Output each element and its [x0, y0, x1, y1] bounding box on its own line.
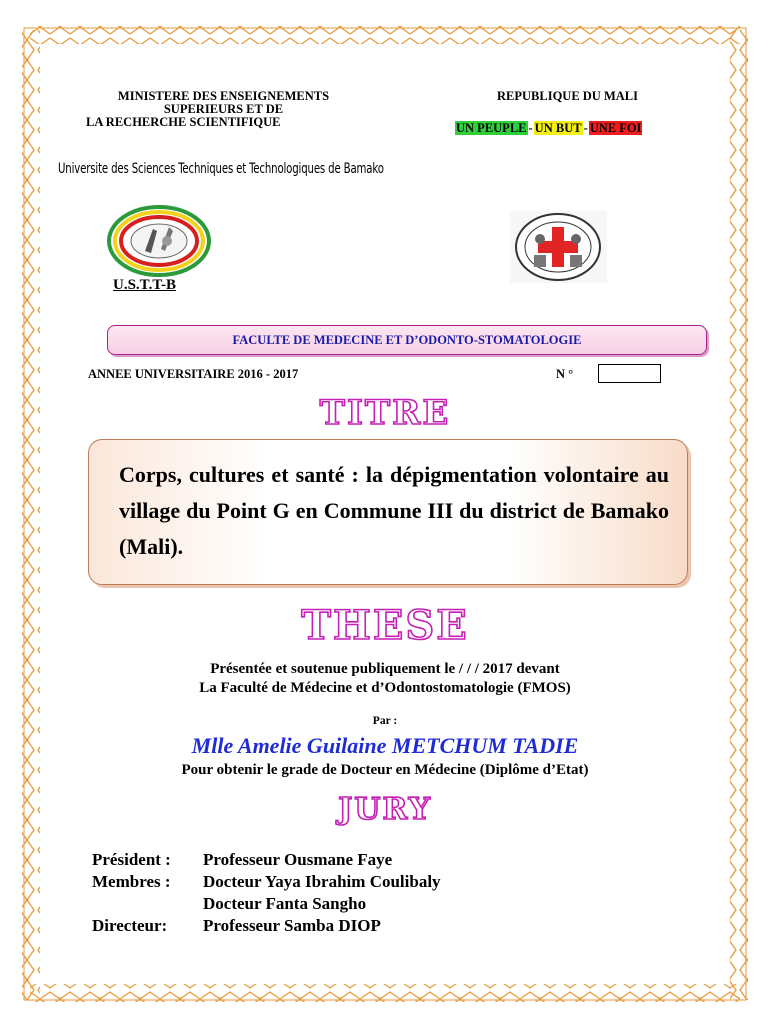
motto-separator: - [583, 121, 588, 135]
thesis-title: Corps, cultures et santé : la dépigmentation volontaire au village du Point G en Commune III du district de Bamako (Mali). [119, 462, 669, 559]
motto-separator: - [528, 121, 533, 135]
faculty-line: La Faculté de Médecine et d’Odontostomatologie (FMOS) [199, 680, 571, 696]
author-name: Mlle Amelie Guilaine METCHUM TADIE [191, 733, 579, 758]
jury-row [92, 915, 612, 937]
usttb-label: U.S.T.T-B [113, 277, 176, 293]
jury-role: Directeur: [92, 916, 168, 935]
jury-member: Docteur Yaya Ibrahim Coulibaly [203, 872, 441, 891]
jury-member: Professeur Ousmane Faye [203, 850, 393, 869]
usttb-logo [105, 205, 213, 297]
jury-role [92, 893, 203, 915]
republic-block [450, 90, 685, 103]
republic-title: REPUBLIQUE DU MALI [497, 89, 638, 103]
motto-part-red: UNE FOI [589, 121, 642, 135]
university-name: Universite des Sciences Techniques et Technologiques de Bamako [58, 161, 384, 177]
these-heading: THESE [301, 602, 469, 649]
fmos-seal-icon [510, 211, 607, 283]
jury-member: Docteur Fanta Sangho [203, 894, 367, 913]
usttb-seal-icon [105, 205, 213, 277]
jury-list [92, 849, 612, 937]
motto-part-green: UN PEUPLE [456, 121, 527, 135]
faculty-banner [107, 325, 707, 355]
jury-role: Membres : [92, 872, 171, 891]
thesis-title-box [88, 439, 688, 585]
jury-row [92, 871, 612, 893]
jury-role: Président : [92, 850, 171, 869]
national-motto [455, 121, 642, 135]
jury-row [92, 849, 612, 871]
ministry-line: SUPERIEURS ET DE [163, 102, 284, 116]
par-label: Par : [372, 715, 398, 727]
ministry-line: MINISTERE DES ENSEIGNEMENTS [117, 89, 330, 103]
academic-year: ANNEE UNIVERSITAIRE 2016 - 2017 [88, 367, 299, 381]
motto-part-yellow: UN BUT [534, 121, 582, 135]
faculty-name: FACULTE DE MEDECINE ET D’ODONTO-STOMATOLOGIE [232, 332, 582, 347]
presentation-line: Présentée et soutenue publiquement le / / / 2017 devant [210, 661, 560, 677]
jury-row [92, 893, 612, 915]
degree-line: Pour obtenir le grade de Docteur en Médecine (Diplôme d’Etat) [181, 762, 589, 778]
thesis-number-field [598, 364, 661, 383]
titre-heading: TITRE [319, 393, 451, 433]
jury-member: Professeur Samba DIOP [203, 916, 381, 935]
fmos-logo [510, 211, 607, 283]
thesis-number-label: N ° [556, 367, 574, 381]
ministry-block [86, 90, 361, 129]
jury-heading: JURY [338, 792, 432, 827]
ministry-line: LA RECHERCHE SCIENTIFIQUE [86, 115, 281, 129]
